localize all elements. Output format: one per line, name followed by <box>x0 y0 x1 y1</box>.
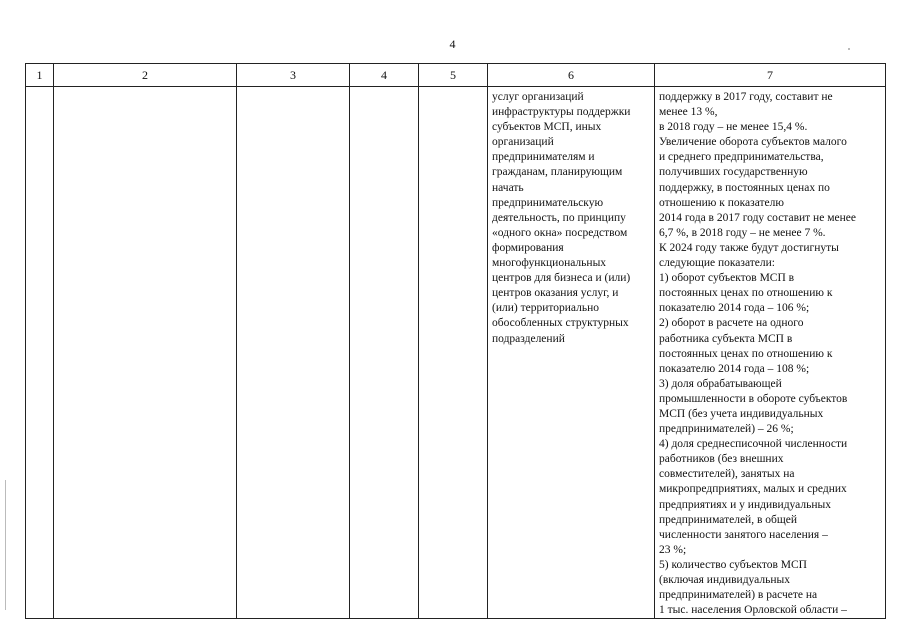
scan-artifact-dot <box>848 48 850 50</box>
cell-col7 <box>655 87 886 619</box>
column-header-4: 4 <box>350 64 419 87</box>
column-header-2: 2 <box>54 64 237 87</box>
cell-col5-text <box>419 87 487 90</box>
header-row <box>26 64 886 87</box>
cell-col1-text <box>26 87 53 90</box>
cell-col2-text <box>54 87 236 90</box>
column-header-6: 6 <box>488 64 655 87</box>
cell-col5 <box>419 87 488 619</box>
cell-col2 <box>54 87 237 619</box>
cell-col7-text: поддержку в 2017 году, составит не менее 13 %, в 2018 году – не менее 15,4 %. Увеличение оборота субъектов малого и среднего предпринимательства, получивших государственную поддержку, в постоянных ценах по отношению к показателю 2014 года в 2017 году составит не менее 6,7 %, в 2018 году – не менее 7 %. К 2024 году также будут достигнуты следующие показатели: 1) оборот субъектов МСП в постоянных ценах по отношению к показателю 2014 года – 106 %; 2) оборот в расчете на одного работника субъекта МСП в постоянных ценах по отношению к показателю 2014 года – 108 %; 3) доля обрабатывающей промышленности в обороте субъектов МСП (без учета индивидуальных предпринимателей) – 26 %; 4) доля среднесписочной численности работников (без внешних совместителей), занятых на микропредприятиях, малых и средних предприятиях и у индивидуальных предпринимателей, в общей численности занятого населения – 23 %; 5) количество субъектов МСП (включая индивидуальных предпринимателей) в расчете на 1 тыс. населения Орловской области – <box>659 91 856 617</box>
cell-col6-text: услуг организаций инфраструктуры поддержки субъектов МСП, иных организаций предпринимателям и гражданам, планирующим начать предпринимательскую деятельность, по принципу «одного окна» посредством формирования многофункциональных центров для бизнеса и (или) центров оказания услуг, и (или) территориально обособленных структурных подразделений <box>492 91 631 345</box>
column-header-7: 7 <box>655 64 886 87</box>
table-row <box>26 87 886 619</box>
cell-col6 <box>488 87 655 619</box>
cell-col3 <box>237 87 350 619</box>
column-header-3: 3 <box>237 64 350 87</box>
document-table <box>25 63 886 619</box>
cell-col4 <box>350 87 419 619</box>
cell-col4-text <box>350 87 418 90</box>
cell-col3-text <box>237 87 349 90</box>
cell-col1 <box>26 87 54 619</box>
scan-artifact-line <box>5 480 6 610</box>
column-header-1: 1 <box>26 64 54 87</box>
page-number: 4 <box>449 37 456 51</box>
column-header-5: 5 <box>419 64 488 87</box>
